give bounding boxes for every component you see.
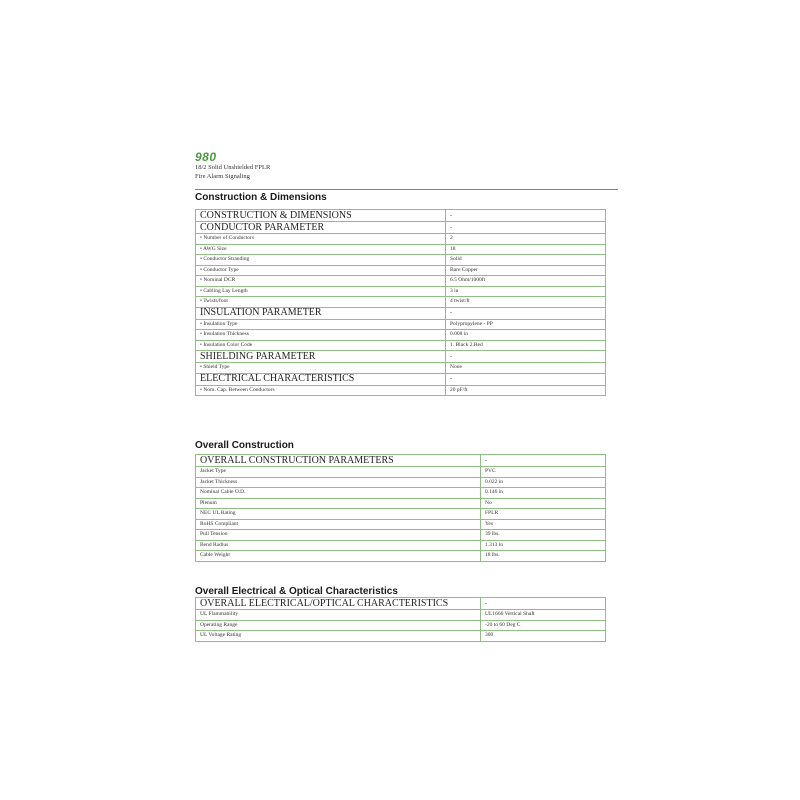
row-value: -20 to 60 Deg C [481, 620, 606, 631]
row-value: Solid [446, 255, 606, 266]
row-label [196, 340, 446, 351]
row-label: ELECTRICAL CHARACTERISTICS [196, 373, 446, 385]
row-label-text: Insulation Type [203, 320, 238, 327]
row-value: Bare Copper [446, 265, 606, 276]
row-label: Jacket Thickness [196, 477, 481, 488]
row-label: RoHS Compliant [196, 519, 481, 530]
row-value: FPLR [481, 509, 606, 520]
row-value: - [446, 222, 606, 234]
row-value: 1. Black 2.Red [446, 340, 606, 351]
row-value: 18 lbs. [481, 551, 606, 562]
table-row [196, 530, 606, 541]
row-label [196, 330, 446, 341]
row-label: OVERALL CONSTRUCTION PARAMETERS [196, 455, 481, 467]
overall-construction-table [195, 454, 606, 562]
row-value: 6.5 Ohm/1000ft [446, 276, 606, 287]
table-row [196, 551, 606, 562]
table-header-row [196, 455, 606, 467]
bullet-icon: • [200, 320, 204, 327]
table-row [196, 255, 606, 266]
row-value: - [481, 598, 606, 610]
row-label: Bend Radius [196, 540, 481, 551]
row-label [196, 297, 446, 308]
table-header-row [196, 222, 606, 234]
section-title-overall-construction: Overall Construction [195, 440, 294, 451]
row-value: 2 [446, 234, 606, 245]
construction-table [195, 209, 606, 396]
row-label-text: Nom. Cap. Between Conductors [203, 386, 275, 393]
row-value: 0.146 in [481, 488, 606, 499]
table-row [196, 509, 606, 520]
row-label [196, 276, 446, 287]
section-divider [195, 189, 618, 190]
bullet-icon: • [200, 331, 204, 337]
model-number: 980 [195, 150, 217, 164]
row-label: INSULATION PARAMETER [196, 307, 446, 319]
row-label [196, 363, 446, 374]
row-label-text: Nominal DCR [203, 277, 236, 283]
row-value: No [481, 498, 606, 509]
row-value: - [446, 351, 606, 363]
table-row [196, 297, 606, 308]
bullet-icon: • [200, 245, 203, 252]
row-label-text: Number of Conductors [203, 235, 255, 241]
table-row [196, 467, 606, 478]
row-value: 0.008 in [446, 330, 606, 341]
table-row [196, 234, 606, 245]
row-value: Polypropylene - PP [446, 319, 606, 330]
row-label-text: Insulation Color Code [203, 341, 253, 348]
row-label-text: Twists/foot [203, 298, 228, 304]
table-row [196, 276, 606, 287]
table-row [196, 363, 606, 374]
row-label: Plenum [196, 498, 481, 509]
table-row [196, 319, 606, 330]
table-row [196, 265, 606, 276]
row-value: PVC [481, 467, 606, 478]
row-value: 4 twist/ft [446, 297, 606, 308]
table-row [196, 498, 606, 509]
row-label: UL Flammability [196, 610, 481, 621]
table-header-row [196, 351, 606, 363]
row-value: - [481, 455, 606, 467]
row-value: UL1666 Vertical Shaft [481, 610, 606, 621]
row-value: 39 lbs. [481, 530, 606, 541]
table-header-row [196, 373, 606, 385]
table-row [196, 631, 606, 642]
row-value: - [446, 307, 606, 319]
row-label-text: Cabling Lay Length [203, 287, 248, 294]
row-label-text: Shield Type [203, 364, 230, 370]
bullet-icon: • [200, 386, 204, 393]
table-row [196, 610, 606, 621]
row-label: CONSTRUCTION & DIMENSIONS [196, 210, 446, 222]
table-row [196, 540, 606, 551]
table-header-row [196, 598, 606, 610]
row-value: 0.022 in [481, 477, 606, 488]
row-label: UL Voltage Rating [196, 631, 481, 642]
row-label [196, 319, 446, 330]
table-row [196, 488, 606, 499]
bullet-icon: • [200, 235, 204, 241]
row-label: Operating Range [196, 620, 481, 631]
bullet-icon: • [200, 364, 204, 370]
row-label-text: AWG Size [203, 245, 227, 252]
table-row [196, 620, 606, 631]
row-value: 1.313 in [481, 540, 606, 551]
row-value: 20 pF/ft [446, 385, 606, 396]
row-label: NEC UL Rating [196, 509, 481, 520]
bullet-icon: • [200, 341, 204, 348]
row-value: - [446, 210, 606, 222]
table-row [196, 286, 606, 297]
row-value: 300 [481, 631, 606, 642]
table-row [196, 477, 606, 488]
bullet-icon: • [200, 298, 204, 304]
table-row [196, 385, 606, 396]
row-label: OVERALL ELECTRICAL/OPTICAL CHARACTERISTICS [196, 598, 481, 610]
table-header-row [196, 307, 606, 319]
bullet-icon: • [200, 266, 204, 273]
row-label-text: Insulation Thickness [203, 331, 249, 337]
row-value: None [446, 363, 606, 374]
product-description: 18/2 Solid Unshielded FPLR [195, 164, 271, 171]
row-label [196, 244, 446, 255]
row-value: 3 in [446, 286, 606, 297]
row-label: CONDUCTOR PARAMETER [196, 222, 446, 234]
row-value: - [446, 373, 606, 385]
row-label: Jacket Type [196, 467, 481, 478]
row-label: Cable Weight [196, 551, 481, 562]
product-application: Fire Alarm Signaling [195, 173, 250, 180]
row-value: Yes [481, 519, 606, 530]
electrical-optical-table [195, 597, 606, 642]
row-label [196, 286, 446, 297]
bullet-icon: • [200, 277, 204, 283]
row-label: SHIELDING PARAMETER [196, 351, 446, 363]
row-label-text: Conductor Type [203, 266, 239, 273]
table-row [196, 340, 606, 351]
row-value: 18 [446, 244, 606, 255]
row-label [196, 265, 446, 276]
row-label [196, 234, 446, 245]
row-label: Pull Tension [196, 530, 481, 541]
table-row [196, 519, 606, 530]
table-header-row [196, 210, 606, 222]
bullet-icon: • [200, 287, 204, 294]
table-row [196, 244, 606, 255]
row-label-text: Conductor Stranding [203, 256, 250, 262]
section-title-electrical-optical: Overall Electrical & Optical Characteristics [195, 586, 398, 597]
row-label [196, 385, 446, 396]
row-label [196, 255, 446, 266]
bullet-icon: • [200, 256, 204, 262]
section-title-construction: Construction & Dimensions [195, 192, 327, 203]
row-label: Nominal Cable O.D. [196, 488, 481, 499]
table-row [196, 330, 606, 341]
